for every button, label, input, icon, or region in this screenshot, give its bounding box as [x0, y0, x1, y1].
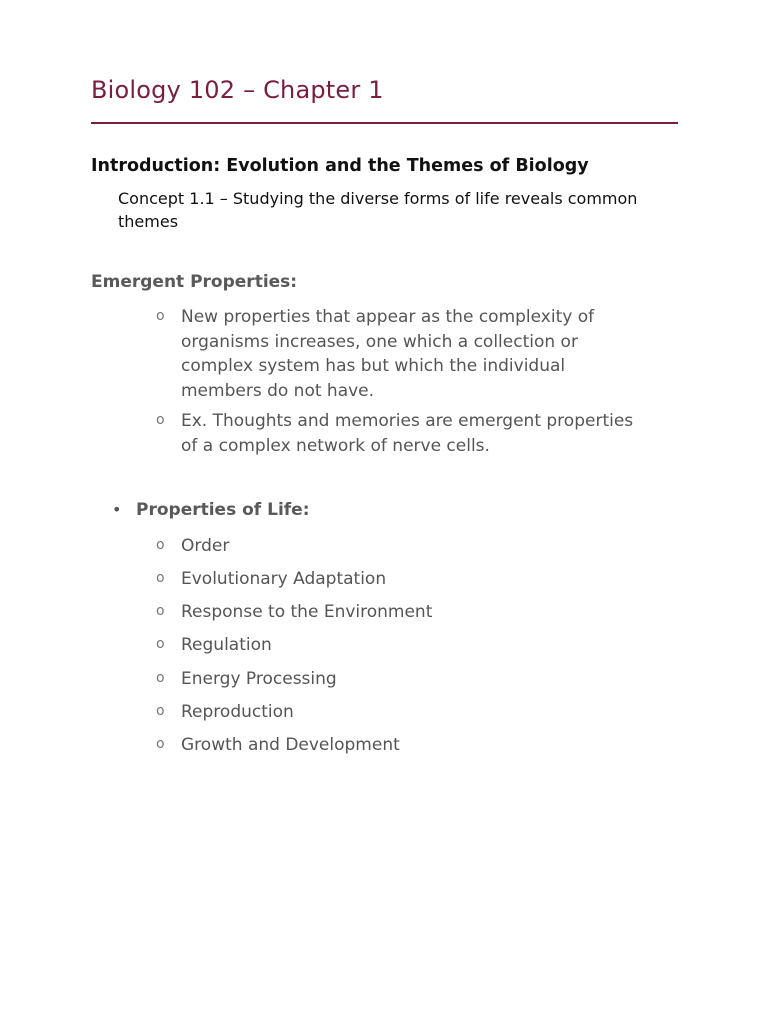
list-item-text: Ex. Thoughts and memories are emergent properties of a complex network of nerve cells.: [181, 411, 634, 456]
list-item-text: Reproduction: [181, 702, 294, 722]
document-title: Biology 102 – Chapter 1: [91, 76, 384, 104]
circle-bullet-icon: o: [156, 308, 165, 324]
circle-bullet-icon: o: [156, 736, 165, 752]
list-item-text: Regulation: [181, 635, 272, 655]
bullet-icon: •: [112, 500, 122, 519]
emergent-properties-heading: Emergent Properties:: [91, 272, 298, 292]
circle-bullet-icon: o: [156, 670, 165, 686]
circle-bullet-icon: o: [156, 537, 165, 553]
title-divider: [91, 122, 678, 124]
list-item-text: Response to the Environment: [181, 602, 433, 622]
circle-bullet-icon: o: [156, 703, 165, 719]
list-item-text: Evolutionary Adaptation: [181, 569, 387, 589]
properties-of-life-heading: Properties of Life:: [136, 500, 310, 520]
concept-text: Concept 1.1 – Studying the diverse forms of life reveals common themes: [118, 189, 638, 231]
circle-bullet-icon: o: [156, 636, 165, 652]
list-item-text: Growth and Development: [181, 735, 400, 755]
list-item-text: Energy Processing: [181, 669, 337, 689]
section-heading: Introduction: Evolution and the Themes of Biology: [91, 156, 589, 176]
circle-bullet-icon: o: [156, 412, 165, 428]
list-item-text: Order: [181, 536, 230, 556]
circle-bullet-icon: o: [156, 603, 165, 619]
list-item-text: New properties that appear as the complexity of organisms increases, one which a collection or complex system has but which the individual members do not have.: [181, 307, 595, 401]
circle-bullet-icon: o: [156, 570, 165, 586]
